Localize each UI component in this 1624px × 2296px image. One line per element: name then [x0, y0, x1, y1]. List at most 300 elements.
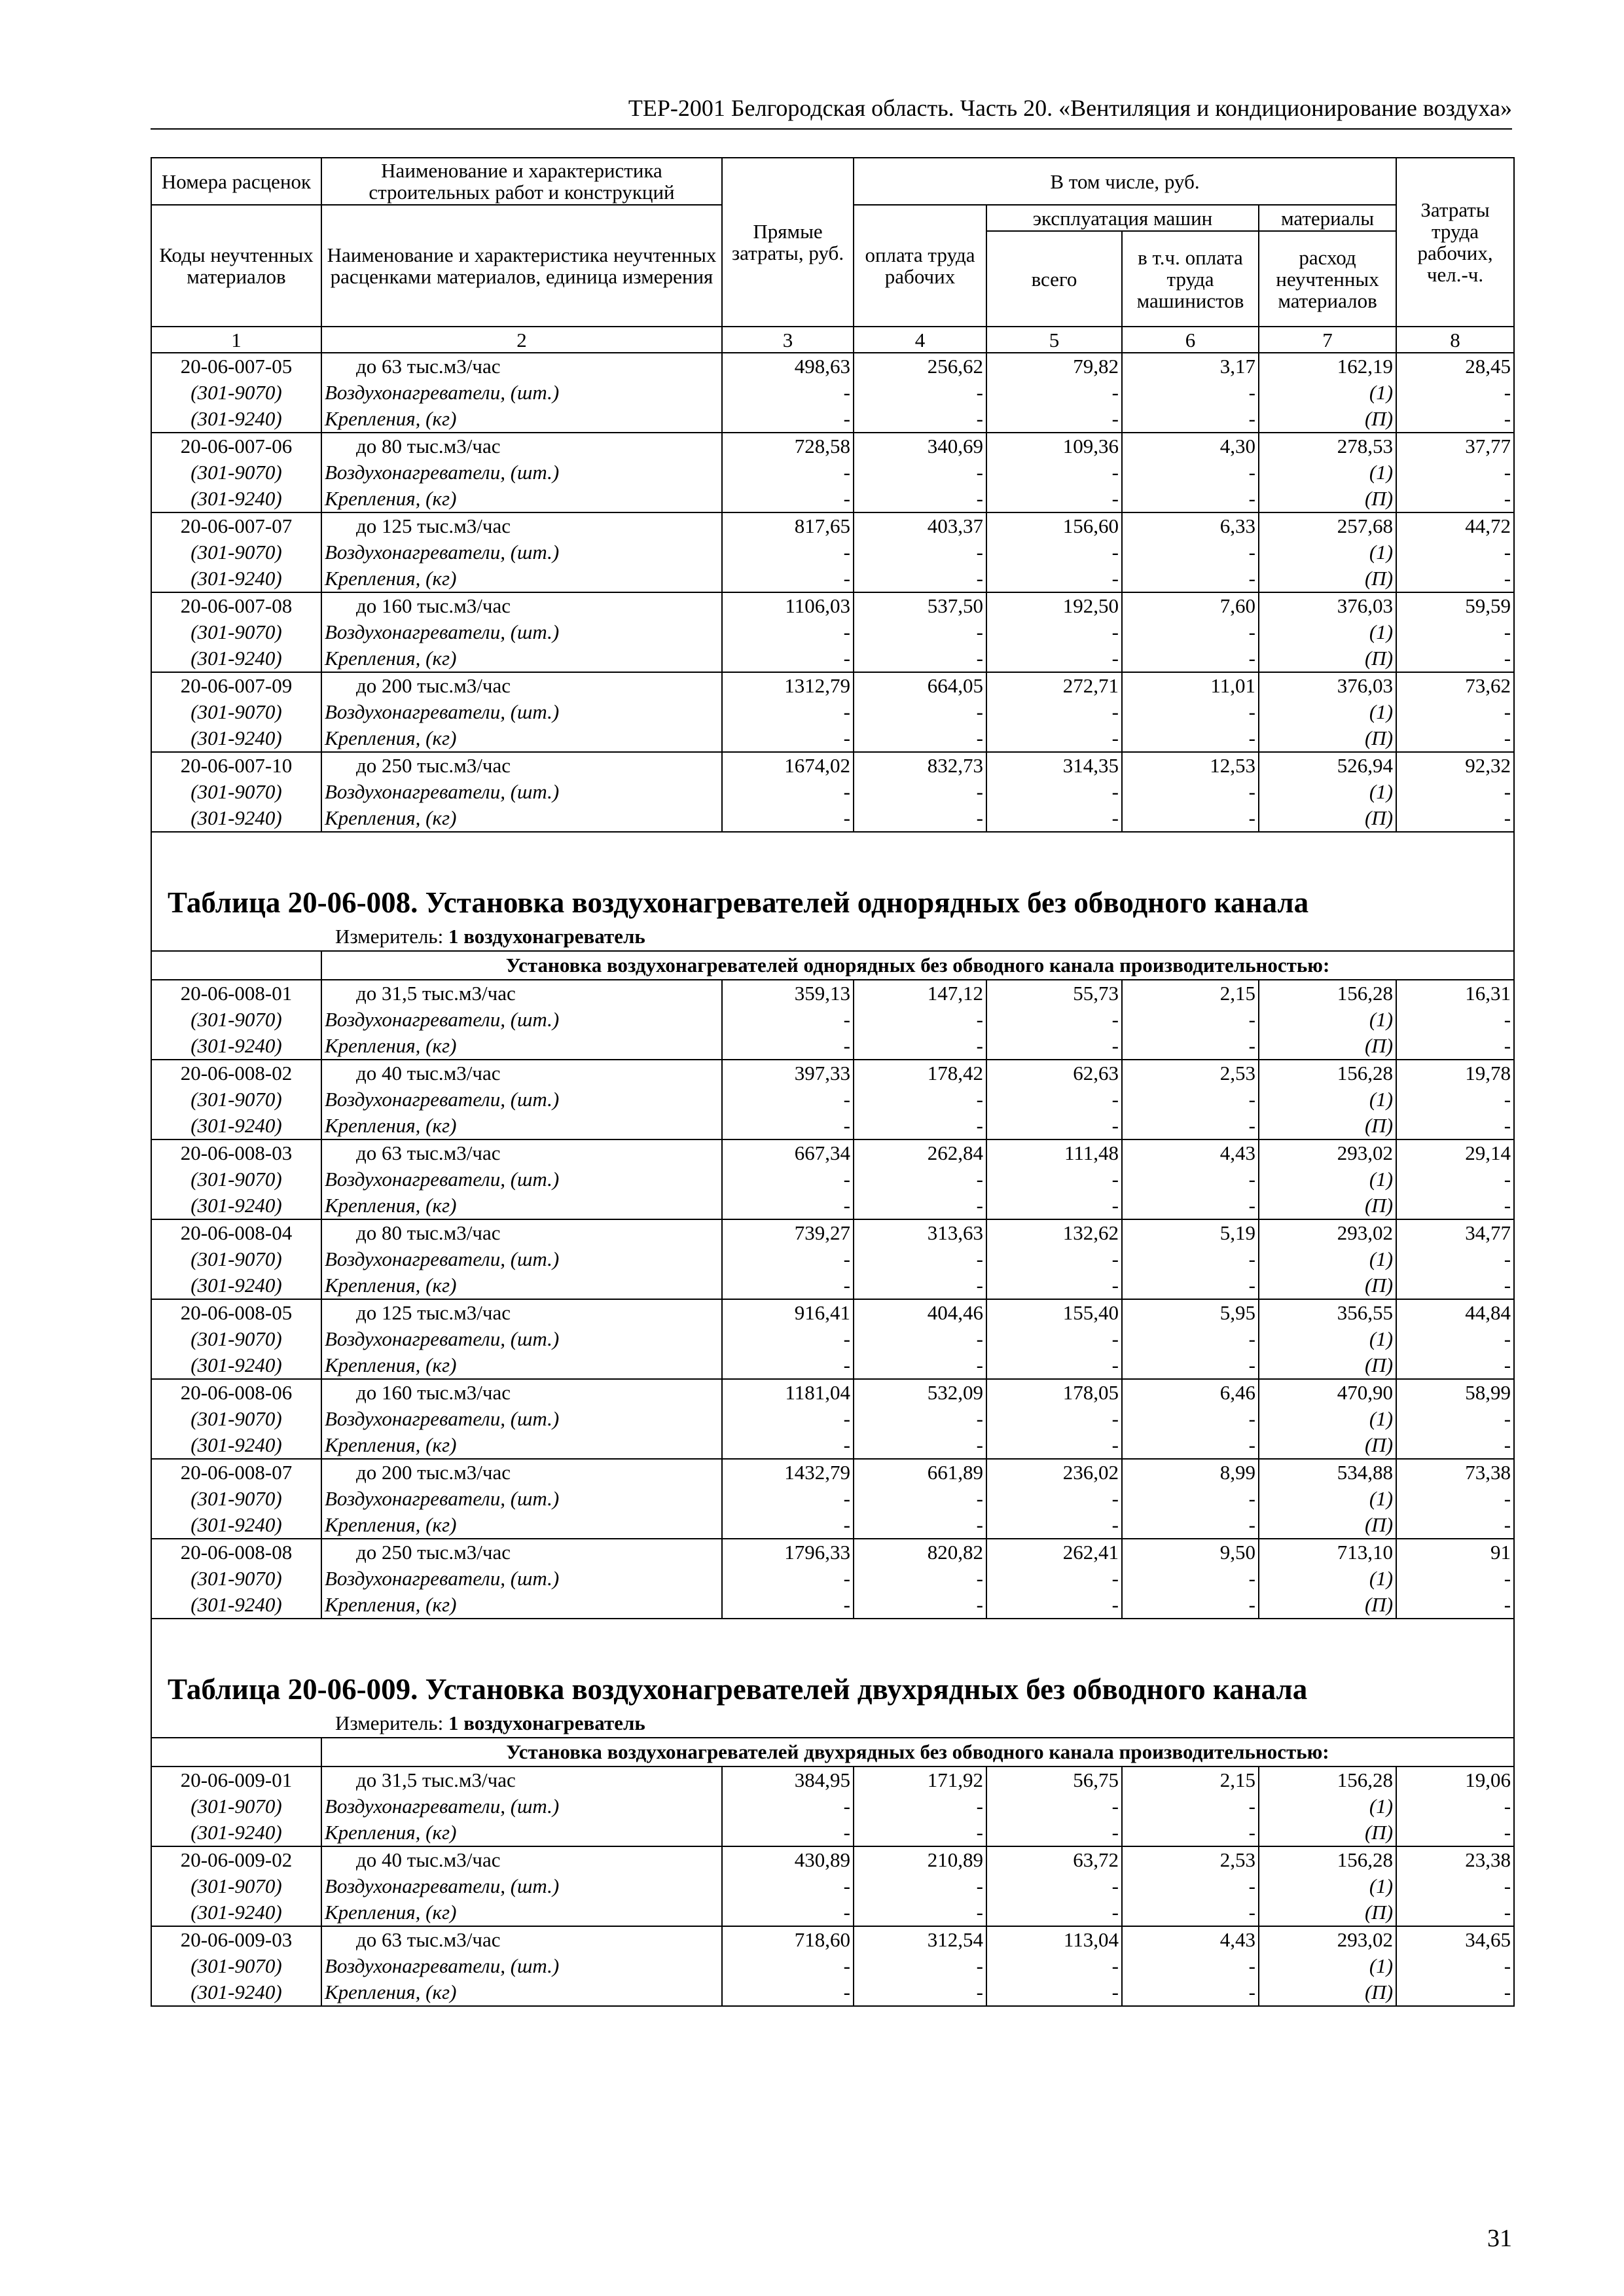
material-name: Крепления, (кг) — [321, 1113, 722, 1139]
machines-total-cell: 109,36 — [986, 433, 1122, 459]
machines-total-cell: 236,02 — [986, 1459, 1122, 1486]
rate-row — [151, 1219, 1514, 1246]
empty-value-dash: - — [854, 1486, 986, 1512]
empty-value-dash: - — [722, 619, 854, 645]
empty-value-dash: - — [1396, 725, 1514, 752]
empty-value-dash: - — [722, 805, 854, 832]
empty-value-dash: - — [1396, 1166, 1514, 1193]
empty-value-dash: - — [986, 619, 1122, 645]
rate-row — [151, 980, 1514, 1007]
machinist-pay-cell: 4,30 — [1122, 433, 1259, 459]
material-name: Воздухонагреватели, (шт.) — [321, 1246, 722, 1272]
rate-row — [151, 1459, 1514, 1486]
empty-value-dash: - — [986, 1246, 1122, 1272]
material-name: Воздухонагреватели, (шт.) — [321, 619, 722, 645]
empty-value-dash: - — [1122, 1592, 1259, 1619]
material-quantity: (П) — [1259, 1193, 1396, 1219]
empty-value-dash: - — [1396, 1272, 1514, 1299]
rate-code: 20-06-008-03 — [151, 1139, 321, 1166]
empty-value-dash: - — [854, 645, 986, 672]
material-code: (301-9240) — [151, 486, 321, 512]
empty-value-dash: - — [1122, 1432, 1259, 1459]
empty-value-dash: - — [722, 1193, 854, 1219]
labor-hours-cell: 29,14 — [1396, 1139, 1514, 1166]
empty-value-dash: - — [1396, 1193, 1514, 1219]
material-quantity: (П) — [1259, 1272, 1396, 1299]
empty-value-dash: - — [854, 1272, 986, 1299]
material-quantity: (П) — [1259, 1820, 1396, 1846]
empty-value-dash: - — [854, 1432, 986, 1459]
material-quantity: (1) — [1259, 380, 1396, 406]
material-quantity: (П) — [1259, 1592, 1396, 1619]
direct-costs-cell: 1796,33 — [722, 1539, 854, 1566]
empty-value-dash: - — [1396, 619, 1514, 645]
empty-value-dash: - — [1122, 565, 1259, 592]
empty-value-dash: - — [1396, 1406, 1514, 1432]
material-name: Воздухонагреватели, (шт.) — [321, 1086, 722, 1113]
empty-value-dash: - — [854, 1033, 986, 1060]
labor-hours-cell: 28,45 — [1396, 353, 1514, 380]
empty-value-dash: - — [1396, 645, 1514, 672]
material-row — [151, 1899, 1514, 1926]
empty-value-dash: - — [1122, 1406, 1259, 1432]
material-row — [151, 1326, 1514, 1352]
machinist-pay-cell: 4,43 — [1122, 1139, 1259, 1166]
machinist-pay-cell: 6,33 — [1122, 512, 1259, 539]
material-code: (301-9070) — [151, 1406, 321, 1432]
price-table-body — [151, 158, 1514, 2006]
material-code: (301-9240) — [151, 1272, 321, 1299]
materials-cell: 162,19 — [1259, 353, 1396, 380]
col-number: 1 — [151, 327, 321, 353]
empty-value-dash: - — [986, 1820, 1122, 1846]
col-number: 5 — [986, 327, 1122, 353]
empty-value-dash: - — [722, 645, 854, 672]
material-row — [151, 645, 1514, 672]
unit-value: 1 воздухонагреватель — [448, 1712, 645, 1734]
empty-value-dash: - — [722, 1979, 854, 2006]
empty-value-dash: - — [986, 565, 1122, 592]
material-code: (301-9070) — [151, 539, 321, 565]
material-row — [151, 1953, 1514, 1979]
empty-value-dash: - — [1122, 1326, 1259, 1352]
material-name: Воздухонагреватели, (шт.) — [321, 1406, 722, 1432]
empty-value-dash: - — [986, 779, 1122, 805]
empty-value-dash: - — [1396, 1873, 1514, 1899]
empty-value-dash: - — [986, 1007, 1122, 1033]
empty-value-dash: - — [1396, 459, 1514, 486]
labor-hours-cell: 44,72 — [1396, 512, 1514, 539]
col-number: 7 — [1259, 327, 1396, 353]
material-row — [151, 1113, 1514, 1139]
empty-value-dash: - — [986, 406, 1122, 433]
material-quantity: (1) — [1259, 1793, 1396, 1820]
empty-value-dash: - — [1396, 486, 1514, 512]
empty-value-dash: - — [854, 1566, 986, 1592]
material-name: Крепления, (кг) — [321, 1272, 722, 1299]
material-quantity: (П) — [1259, 725, 1396, 752]
material-quantity: (1) — [1259, 1166, 1396, 1193]
rate-code: 20-06-007-06 — [151, 433, 321, 459]
empty-value-dash: - — [854, 1193, 986, 1219]
empty-value-dash: - — [1396, 1486, 1514, 1512]
empty-value-dash: - — [1122, 486, 1259, 512]
empty-value-dash: - — [722, 1592, 854, 1619]
direct-costs-cell: 430,89 — [722, 1846, 854, 1873]
labor-hours-cell: 92,32 — [1396, 752, 1514, 779]
material-quantity: (1) — [1259, 459, 1396, 486]
section-spacer-cell — [151, 832, 1514, 882]
rate-code: 20-06-008-07 — [151, 1459, 321, 1486]
material-row — [151, 1086, 1514, 1113]
material-quantity: (П) — [1259, 486, 1396, 512]
materials-cell: 534,88 — [1259, 1459, 1396, 1486]
machines-total-cell: 262,41 — [986, 1539, 1122, 1566]
empty-value-dash: - — [722, 699, 854, 725]
materials-cell: 156,28 — [1259, 1846, 1396, 1873]
unit-label: Измеритель: — [335, 925, 444, 948]
rate-row — [151, 1767, 1514, 1793]
empty-value-dash: - — [1396, 779, 1514, 805]
empty-value-dash: - — [722, 539, 854, 565]
material-name: Крепления, (кг) — [321, 1193, 722, 1219]
worker-pay-cell: 404,46 — [854, 1299, 986, 1326]
empty-value-dash: - — [854, 1899, 986, 1926]
rate-name: до 80 тыс.м3/час — [321, 433, 722, 459]
rate-code: 20-06-008-05 — [151, 1299, 321, 1326]
empty-value-dash: - — [854, 565, 986, 592]
direct-costs-cell: 1312,79 — [722, 672, 854, 699]
material-code: (301-9070) — [151, 380, 321, 406]
material-row — [151, 699, 1514, 725]
rate-code: 20-06-008-06 — [151, 1379, 321, 1406]
materials-cell: 293,02 — [1259, 1219, 1396, 1246]
material-name: Воздухонагреватели, (шт.) — [321, 539, 722, 565]
rate-name: до 125 тыс.м3/час — [321, 1299, 722, 1326]
empty-value-dash: - — [1122, 1246, 1259, 1272]
worker-pay-cell: 403,37 — [854, 512, 986, 539]
empty-value-dash: - — [1396, 380, 1514, 406]
materials-cell: 526,94 — [1259, 752, 1396, 779]
section-title-row — [151, 882, 1514, 923]
material-code: (301-9070) — [151, 1166, 321, 1193]
rate-name: до 160 тыс.м3/час — [321, 592, 722, 619]
material-code: (301-9240) — [151, 1352, 321, 1379]
worker-pay-cell: 832,73 — [854, 752, 986, 779]
section-unit-row — [151, 923, 1514, 951]
rate-name: до 40 тыс.м3/час — [321, 1846, 722, 1873]
material-row — [151, 619, 1514, 645]
material-row — [151, 725, 1514, 752]
labor-hours-cell: 91 — [1396, 1539, 1514, 1566]
material-quantity: (1) — [1259, 699, 1396, 725]
machinist-pay-cell: 4,43 — [1122, 1926, 1259, 1953]
empty-value-dash: - — [986, 1406, 1122, 1432]
empty-value-dash: - — [1122, 1953, 1259, 1979]
direct-costs-cell: 1181,04 — [722, 1379, 854, 1406]
empty-value-dash: - — [986, 1166, 1122, 1193]
rate-row — [151, 1139, 1514, 1166]
material-name: Воздухонагреватели, (шт.) — [321, 1326, 722, 1352]
machinist-pay-cell: 2,53 — [1122, 1846, 1259, 1873]
rate-row — [151, 1060, 1514, 1086]
machinist-pay-cell: 2,15 — [1122, 1767, 1259, 1793]
rate-name: до 160 тыс.м3/час — [321, 1379, 722, 1406]
machines-total-cell: 314,35 — [986, 752, 1122, 779]
empty-value-dash: - — [854, 1113, 986, 1139]
materials-cell: 156,28 — [1259, 980, 1396, 1007]
labor-hours-cell: 44,84 — [1396, 1299, 1514, 1326]
section-unit — [151, 1710, 1514, 1738]
worker-pay-cell: 537,50 — [854, 592, 986, 619]
material-row — [151, 565, 1514, 592]
empty-value-dash: - — [986, 1033, 1122, 1060]
empty-value-dash: - — [722, 1486, 854, 1512]
machines-total-cell: 56,75 — [986, 1767, 1122, 1793]
empty-value-dash: - — [1396, 1820, 1514, 1846]
material-row — [151, 1820, 1514, 1846]
labor-hours-cell: 37,77 — [1396, 433, 1514, 459]
material-name: Воздухонагреватели, (шт.) — [321, 1007, 722, 1033]
material-code: (301-9070) — [151, 1086, 321, 1113]
worker-pay-cell: 820,82 — [854, 1539, 986, 1566]
empty-value-dash: - — [722, 725, 854, 752]
material-quantity: (П) — [1259, 1033, 1396, 1060]
rate-name: до 200 тыс.м3/час — [321, 672, 722, 699]
unit-value: 1 воздухонагреватель — [448, 925, 645, 948]
col-header-direct-costs: Прямые затраты, руб. — [722, 158, 854, 327]
material-row — [151, 805, 1514, 832]
empty-value-dash: - — [1122, 1979, 1259, 2006]
col-header-material-consumption: расход неучтенных материалов — [1259, 231, 1396, 327]
materials-cell: 293,02 — [1259, 1926, 1396, 1953]
material-quantity: (1) — [1259, 779, 1396, 805]
worker-pay-cell: 664,05 — [854, 672, 986, 699]
material-row — [151, 1272, 1514, 1299]
materials-cell: 156,28 — [1259, 1767, 1396, 1793]
rate-name: до 250 тыс.м3/час — [321, 752, 722, 779]
col-number: 3 — [722, 327, 854, 353]
direct-costs-cell: 1106,03 — [722, 592, 854, 619]
material-code: (301-9240) — [151, 1033, 321, 1060]
material-name: Крепления, (кг) — [321, 1592, 722, 1619]
material-code: (301-9070) — [151, 619, 321, 645]
section-subheader: Установка воздухонагревателей однорядных без обводного канала производительностью: — [321, 951, 1514, 980]
col-number: 2 — [321, 327, 722, 353]
material-quantity: (1) — [1259, 1007, 1396, 1033]
material-code: (301-9240) — [151, 1820, 321, 1846]
material-name: Воздухонагреватели, (шт.) — [321, 1793, 722, 1820]
material-code: (301-9240) — [151, 1512, 321, 1539]
empty-value-dash: - — [1122, 1352, 1259, 1379]
empty-value-dash: - — [854, 1953, 986, 1979]
col-header-work-name: Наименование и характеристика строительных работ и конструкций — [321, 158, 722, 205]
empty-value-dash: - — [986, 1566, 1122, 1592]
material-row — [151, 1166, 1514, 1193]
machines-total-cell: 62,63 — [986, 1060, 1122, 1086]
empty-value-dash: - — [986, 645, 1122, 672]
empty-value-dash: - — [1396, 1113, 1514, 1139]
empty-value-dash: - — [986, 805, 1122, 832]
rate-row — [151, 592, 1514, 619]
empty-value-dash: - — [1122, 459, 1259, 486]
section-title-row — [151, 1669, 1514, 1710]
empty-value-dash: - — [854, 406, 986, 433]
material-row — [151, 1793, 1514, 1820]
worker-pay-cell: 313,63 — [854, 1219, 986, 1246]
worker-pay-cell: 178,42 — [854, 1060, 986, 1086]
materials-cell: 293,02 — [1259, 1139, 1396, 1166]
empty-value-dash: - — [722, 1352, 854, 1379]
material-code: (301-9240) — [151, 565, 321, 592]
empty-value-dash: - — [854, 1246, 986, 1272]
material-code: (301-9070) — [151, 1873, 321, 1899]
empty-value-dash: - — [1122, 1113, 1259, 1139]
empty-value-dash: - — [854, 459, 986, 486]
machines-total-cell: 79,82 — [986, 353, 1122, 380]
material-row — [151, 1512, 1514, 1539]
machinist-pay-cell: 11,01 — [1122, 672, 1259, 699]
empty-value-dash: - — [1122, 1486, 1259, 1512]
empty-value-dash: - — [854, 1352, 986, 1379]
material-quantity: (П) — [1259, 565, 1396, 592]
col-header-including: В том числе, руб. — [854, 158, 1396, 205]
section-title: Таблица 20-06-008. Установка воздухонагревателей однорядных без обводного канала — [151, 882, 1514, 923]
section-spacer-cell — [151, 1619, 1514, 1669]
rate-code: 20-06-007-10 — [151, 752, 321, 779]
rate-row — [151, 672, 1514, 699]
materials-cell: 376,03 — [1259, 672, 1396, 699]
labor-hours-cell: 59,59 — [1396, 592, 1514, 619]
material-name: Воздухонагреватели, (шт.) — [321, 1953, 722, 1979]
empty-value-dash: - — [986, 699, 1122, 725]
machines-total-cell: 155,40 — [986, 1299, 1122, 1326]
empty-value-dash: - — [1122, 539, 1259, 565]
empty-value-dash: - — [722, 1246, 854, 1272]
worker-pay-cell: 147,12 — [854, 980, 986, 1007]
section-subheader-row — [151, 1738, 1514, 1767]
material-code: (301-9070) — [151, 1326, 321, 1352]
empty-value-dash: - — [1122, 1193, 1259, 1219]
materials-cell: 376,03 — [1259, 592, 1396, 619]
empty-value-dash: - — [854, 1086, 986, 1113]
material-code: (301-9070) — [151, 1953, 321, 1979]
machinist-pay-cell: 6,46 — [1122, 1379, 1259, 1406]
labor-hours-cell: 58,99 — [1396, 1379, 1514, 1406]
direct-costs-cell: 739,27 — [722, 1219, 854, 1246]
empty-value-dash: - — [1396, 1246, 1514, 1272]
material-row — [151, 539, 1514, 565]
rate-name: до 250 тыс.м3/час — [321, 1539, 722, 1566]
material-quantity: (П) — [1259, 1432, 1396, 1459]
direct-costs-cell: 359,13 — [722, 980, 854, 1007]
material-quantity: (П) — [1259, 1352, 1396, 1379]
rate-name: до 31,5 тыс.м3/час — [321, 1767, 722, 1793]
section-subheader: Установка воздухонагревателей двухрядных без обводного канала производительностью: — [321, 1738, 1514, 1767]
page-number: 31 — [1487, 2225, 1512, 2252]
material-name: Воздухонагреватели, (шт.) — [321, 380, 722, 406]
empty-value-dash: - — [1396, 699, 1514, 725]
material-code: (301-9070) — [151, 1007, 321, 1033]
empty-value-dash: - — [1396, 1432, 1514, 1459]
material-name: Воздухонагреватели, (шт.) — [321, 1486, 722, 1512]
rate-name: до 200 тыс.м3/час — [321, 1459, 722, 1486]
empty-value-dash: - — [1396, 565, 1514, 592]
material-name: Воздухонагреватели, (шт.) — [321, 779, 722, 805]
material-code: (301-9240) — [151, 725, 321, 752]
empty-value-dash: - — [1396, 1352, 1514, 1379]
material-quantity: (П) — [1259, 1899, 1396, 1926]
empty-value-dash: - — [854, 1592, 986, 1619]
material-name: Воздухонагреватели, (шт.) — [321, 1166, 722, 1193]
rate-name: до 63 тыс.м3/час — [321, 1926, 722, 1953]
worker-pay-cell: 312,54 — [854, 1926, 986, 1953]
empty-value-dash: - — [1122, 1272, 1259, 1299]
material-row — [151, 1352, 1514, 1379]
empty-value-dash: - — [1122, 779, 1259, 805]
col-header-rate-number: Номера расценок — [151, 158, 321, 205]
empty-value-dash: - — [1396, 1793, 1514, 1820]
material-code: (301-9070) — [151, 1566, 321, 1592]
empty-value-dash: - — [986, 1272, 1122, 1299]
material-row — [151, 1432, 1514, 1459]
empty-value-dash: - — [722, 565, 854, 592]
empty-value-dash: - — [722, 1166, 854, 1193]
empty-value-dash: - — [854, 380, 986, 406]
machinist-pay-cell: 2,15 — [1122, 980, 1259, 1007]
rate-row — [151, 353, 1514, 380]
empty-value-dash: - — [1122, 1086, 1259, 1113]
material-code: (301-9070) — [151, 1793, 321, 1820]
machines-total-cell: 178,05 — [986, 1379, 1122, 1406]
worker-pay-cell: 532,09 — [854, 1379, 986, 1406]
empty-value-dash: - — [1122, 1033, 1259, 1060]
col-header-material-name: Наименование и характеристика неучтенных расценками материалов, единица измерения — [321, 205, 722, 327]
direct-costs-cell: 384,95 — [722, 1767, 854, 1793]
col-header-machines-total: всего — [986, 231, 1122, 327]
unit-label: Измеритель: — [335, 1712, 444, 1734]
materials-cell: 278,53 — [1259, 433, 1396, 459]
empty-value-dash: - — [1396, 1512, 1514, 1539]
subheader-spacer-cell — [151, 951, 321, 980]
empty-value-dash: - — [1122, 1793, 1259, 1820]
empty-value-dash: - — [986, 1592, 1122, 1619]
machinist-pay-cell: 2,53 — [1122, 1060, 1259, 1086]
empty-value-dash: - — [854, 1512, 986, 1539]
rate-code: 20-06-008-02 — [151, 1060, 321, 1086]
material-quantity: (1) — [1259, 1406, 1396, 1432]
empty-value-dash: - — [1396, 1566, 1514, 1592]
running-header: ТЕР-2001 Белгородская область. Часть 20. «Вентиляция и кондиционирование воздуха» — [628, 95, 1512, 121]
empty-value-dash: - — [722, 779, 854, 805]
empty-value-dash: - — [986, 1352, 1122, 1379]
machines-total-cell: 113,04 — [986, 1926, 1122, 1953]
rate-code: 20-06-007-07 — [151, 512, 321, 539]
labor-hours-cell: 19,78 — [1396, 1060, 1514, 1086]
col-header-labor-costs: Затраты труда рабочих, чел.-ч. — [1396, 158, 1514, 327]
material-quantity: (1) — [1259, 1326, 1396, 1352]
subheader-spacer-cell — [151, 1738, 321, 1767]
empty-value-dash: - — [1396, 1033, 1514, 1060]
rate-code: 20-06-009-01 — [151, 1767, 321, 1793]
empty-value-dash: - — [986, 1193, 1122, 1219]
rate-row — [151, 512, 1514, 539]
empty-value-dash: - — [854, 539, 986, 565]
empty-value-dash: - — [854, 1007, 986, 1033]
material-name: Крепления, (кг) — [321, 645, 722, 672]
material-row — [151, 459, 1514, 486]
empty-value-dash: - — [722, 1566, 854, 1592]
